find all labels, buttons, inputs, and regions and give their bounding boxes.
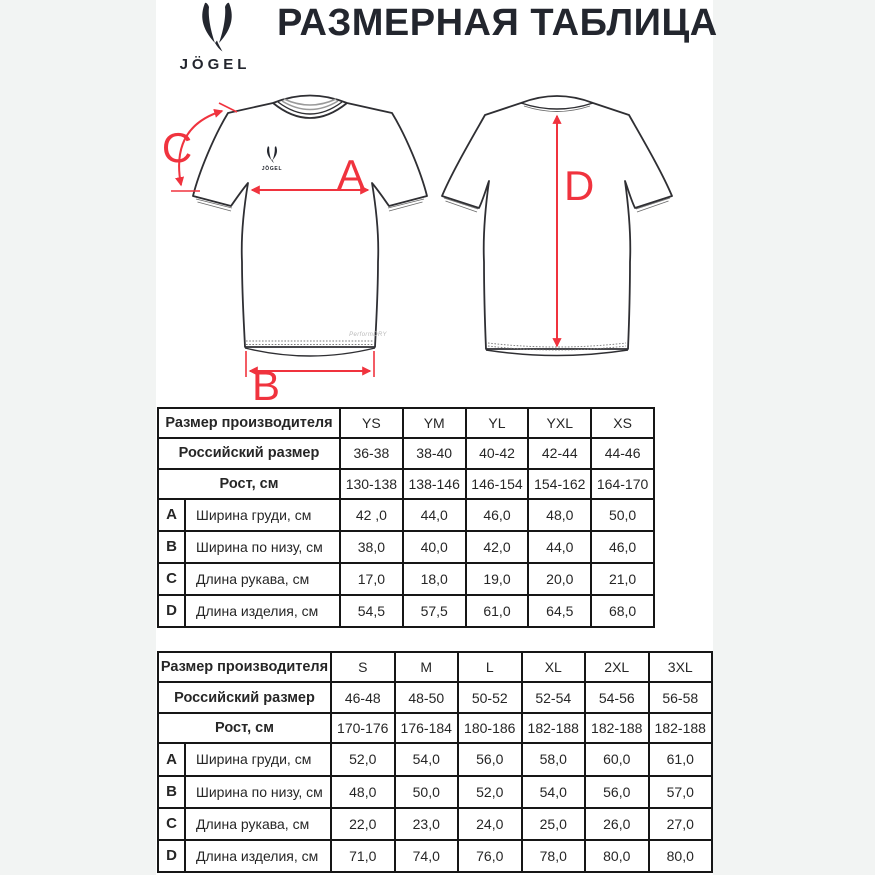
size-table-grid [157, 407, 655, 628]
row-header-label: Размер производителя [158, 652, 331, 682]
measurement-value-cell: 42 ,0 [340, 499, 403, 531]
measurement-value-cell: 57,0 [649, 776, 713, 808]
row-label-cell: Длина рукава, см [185, 808, 331, 840]
row-key-cell: B [158, 531, 185, 563]
row-key-cell: D [158, 840, 185, 872]
back-hem-bottom-curve [486, 350, 628, 356]
size-value-cell: 54-56 [585, 682, 649, 712]
measurement-value-cell: 54,0 [395, 743, 459, 775]
measurement-value-cell: 19,0 [466, 563, 529, 595]
row-key-cell: A [158, 499, 185, 531]
front-shirt [193, 96, 427, 357]
table-data-row [158, 563, 654, 595]
row-label-cell: Длина рукава, см [185, 563, 340, 595]
row-header-label: Российский размер [158, 682, 331, 712]
table-data-row [158, 776, 712, 808]
size-value-cell: XL [522, 652, 586, 682]
row-label-cell: Длина изделия, см [185, 840, 331, 872]
table-data-row [158, 595, 654, 627]
size-value-cell: 38-40 [403, 438, 466, 468]
size-value-cell: 2XL [585, 652, 649, 682]
row-label-cell: Длина изделия, см [185, 595, 340, 627]
measurement-value-cell: 56,0 [585, 776, 649, 808]
size-value-cell: S [331, 652, 395, 682]
row-header-label: Рост, см [158, 713, 331, 743]
size-value-cell: 56-58 [649, 682, 713, 712]
size-value-cell: XS [591, 408, 654, 438]
table-data-row [158, 531, 654, 563]
measurement-value-cell: 57,5 [403, 595, 466, 627]
size-value-cell: 164-170 [591, 469, 654, 499]
size-value-cell: 44-46 [591, 438, 654, 468]
table-header-row [158, 438, 654, 468]
fabric-technology-label: PerformDRY [349, 332, 387, 338]
measurement-value-cell: 54,0 [522, 776, 586, 808]
table-data-row [158, 499, 654, 531]
row-header-label: Размер производителя [158, 408, 340, 438]
label-chest-width: A [336, 151, 366, 198]
row-label-cell: Ширина груди, см [185, 743, 331, 775]
measurement-value-cell: 21,0 [591, 563, 654, 595]
measurement-value-cell: 40,0 [403, 531, 466, 563]
size-value-cell: 182-188 [649, 713, 713, 743]
row-label-cell: Ширина по низу, см [185, 531, 340, 563]
page-title: РАЗМЕРНАЯ ТАБЛИЦА [277, 2, 718, 44]
size-value-cell: 42-44 [528, 438, 591, 468]
size-value-cell: YL [466, 408, 529, 438]
measurement-value-cell: 38,0 [340, 531, 403, 563]
size-value-cell: 170-176 [331, 713, 395, 743]
row-label-cell: Ширина груди, см [185, 499, 340, 531]
youth-size-table [157, 407, 655, 628]
row-header-label: Рост, см [158, 469, 340, 499]
row-label-cell: Ширина по низу, см [185, 776, 331, 808]
measurement-value-cell: 22,0 [331, 808, 395, 840]
measurement-value-cell: 46,0 [591, 531, 654, 563]
measurement-value-cell: 80,0 [585, 840, 649, 872]
measurement-value-cell: 44,0 [403, 499, 466, 531]
row-key-cell: A [158, 743, 185, 775]
table-data-row [158, 743, 712, 775]
size-table-grid [157, 651, 713, 873]
measurement-value-cell: 76,0 [458, 840, 522, 872]
table-header-row [158, 652, 712, 682]
measurement-value-cell: 27,0 [649, 808, 713, 840]
table-header-row [158, 713, 712, 743]
measurement-value-cell: 78,0 [522, 840, 586, 872]
adult-size-table [157, 651, 713, 873]
size-value-cell: 182-188 [585, 713, 649, 743]
chest-logo-text: JÖGEL [261, 166, 283, 172]
size-value-cell: 40-42 [466, 438, 529, 468]
measurement-value-cell: 64,5 [528, 595, 591, 627]
measurement-value-cell: 56,0 [458, 743, 522, 775]
measurement-value-cell: 50,0 [395, 776, 459, 808]
table-header-row [158, 682, 712, 712]
size-value-cell: 52-54 [522, 682, 586, 712]
measurement-value-cell: 44,0 [528, 531, 591, 563]
jogel-logo-icon [202, 3, 231, 52]
size-value-cell: 154-162 [528, 469, 591, 499]
row-header-label: Российский размер [158, 438, 340, 468]
measurement-value-cell: 25,0 [522, 808, 586, 840]
measurement-value-cell: 24,0 [458, 808, 522, 840]
size-value-cell: YS [340, 408, 403, 438]
label-sleeve-length: C [161, 124, 193, 171]
size-value-cell: YXL [528, 408, 591, 438]
measurement-value-cell: 74,0 [395, 840, 459, 872]
row-key-cell: B [158, 776, 185, 808]
measurement-value-cell: 80,0 [649, 840, 713, 872]
measurement-value-cell: 54,5 [340, 595, 403, 627]
label-bottom-width: B [251, 362, 281, 405]
measurement-value-cell: 71,0 [331, 840, 395, 872]
size-value-cell: L [458, 652, 522, 682]
measurement-value-cell: 42,0 [466, 531, 529, 563]
measurement-value-cell: 60,0 [585, 743, 649, 775]
front-shirt-outline [193, 96, 427, 348]
tshirt-measurement-diagram [0, 0, 875, 405]
measurement-value-cell: 20,0 [528, 563, 591, 595]
measurement-value-cell: 68,0 [591, 595, 654, 627]
measurement-value-cell: 18,0 [403, 563, 466, 595]
table-header-row [158, 469, 654, 499]
size-value-cell: 48-50 [395, 682, 459, 712]
size-value-cell: 3XL [649, 652, 713, 682]
measurement-value-cell: 23,0 [395, 808, 459, 840]
size-value-cell: 146-154 [466, 469, 529, 499]
measurement-value-cell: 61,0 [466, 595, 529, 627]
size-value-cell: 130-138 [340, 469, 403, 499]
size-value-cell: 46-48 [331, 682, 395, 712]
measurement-value-cell: 52,0 [458, 776, 522, 808]
row-key-cell: D [158, 595, 185, 627]
hem-bottom-curve [245, 348, 375, 356]
label-garment-length: D [564, 162, 595, 209]
row-key-cell: C [158, 808, 185, 840]
table-data-row [158, 808, 712, 840]
table-header-row [158, 408, 654, 438]
size-value-cell: 180-186 [458, 713, 522, 743]
measurement-value-cell: 50,0 [591, 499, 654, 531]
brand-wordmark: JÖGEL [179, 56, 251, 73]
measurement-value-cell: 58,0 [522, 743, 586, 775]
measurement-value-cell: 61,0 [649, 743, 713, 775]
size-value-cell: 182-188 [522, 713, 586, 743]
size-value-cell: 36-38 [340, 438, 403, 468]
measurement-value-cell: 17,0 [340, 563, 403, 595]
size-value-cell: 138-146 [403, 469, 466, 499]
measurement-value-cell: 46,0 [466, 499, 529, 531]
size-value-cell: YM [403, 408, 466, 438]
measurement-value-cell: 52,0 [331, 743, 395, 775]
measurement-value-cell: 48,0 [331, 776, 395, 808]
measurement-value-cell: 48,0 [528, 499, 591, 531]
measurement-value-cell: 26,0 [585, 808, 649, 840]
row-key-cell: C [158, 563, 185, 595]
table-data-row [158, 840, 712, 872]
size-value-cell: M [395, 652, 459, 682]
size-value-cell: 176-184 [395, 713, 459, 743]
size-value-cell: 50-52 [458, 682, 522, 712]
